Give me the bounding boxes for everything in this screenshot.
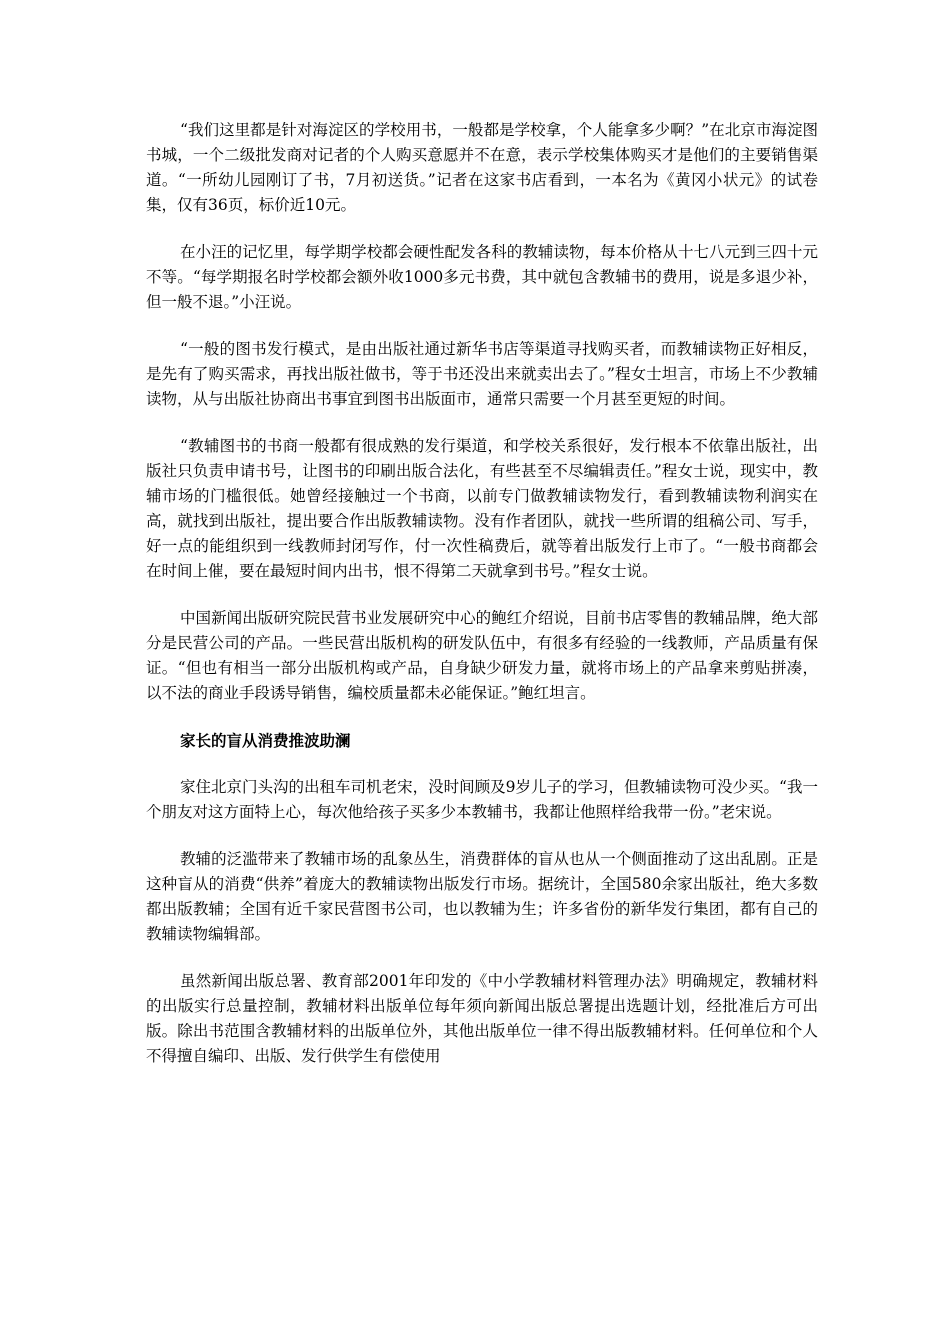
paragraph-2: 在小汪的记忆里，每学期学校都会硬性配发各科的教辅读物，每本价格从十七八元到三四十元不等。“每学期报名时学校都会额外收1000多元书费，其中就包含教辅书的费用，说是多退少补，但一般不退。”小汪说。 [146,243,818,311]
paragraph-4: “教辅图书的书商一般都有很成熟的发行渠道，和学校关系很好，发行根本不依靠出版社，出版社只负责申请书号，让图书的印刷出版合法化，有些甚至不尽编辑责任。”程女士说，现实中，教辅市场的门槛很低。她曾经接触过一个书商，以前专门做教辅读物发行，看到教辅读物利润实在高，就找到出版社，提出要合作出版教辅读物。没有作者团队，就找一些所谓的组稿公司、写手，好一点的能组织到一线教师封闭写作，付一次性稿费后，就等着出版发行上市了。“一般书商都会在时间上催，要在最短时间内出书，恨不得第二天就拿到书号。”程女士说。 [146,437,818,580]
paragraph-5: 中国新闻出版研究院民营书业发展研究中心的鲍红介绍说，目前书店零售的教辅品牌，绝大部分是民营公司的产品。一些民营出版机构的研发队伍中，有很多有经验的一线教师，产品质量有保证。“但也有相当一部分出版机构或产品，自身缺少研发力量，就将市场上的产品拿来剪贴拼凑，以不法的商业手段诱导销售，编校质量都未必能保证。”鲍红坦言。 [146,609,818,702]
paragraph-6: 家住北京门头沟的出租车司机老宋，没时间顾及9岁儿子的学习，但教辅读物可没少买。“我一个朋友对这方面特上心，每次他给孩子买多少本教辅书，我都让他照样给我带一份。”老宋说。 [146,778,818,821]
paragraph-1: “我们这里都是针对海淀区的学校用书，一般都是学校拿，个人能拿多少啊？”在北京市海淀图书城，一个二级批发商对记者的个人购买意愿并不在意，表示学校集体购买才是他们的主要销售渠道。“一所幼儿园刚订了书，7月初送货。”记者在这家书店看到，一本名为《黄冈小状元》的试卷集，仅有36页，标价近10元。 [146,121,818,214]
paragraph-3: “一般的图书发行模式，是由出版社通过新华书店等渠道寻找购买者，而教辅读物正好相反，是先有了购买需求，再找出版社做书，等于书还没出来就卖出去了。”程女士坦言，市场上不少教辅读物，从与出版社协商出书事宜到图书出版面市，通常只需要一个月甚至更短的时间。 [146,340,818,408]
section-heading: 家长的盲从消费推波助澜 [180,731,351,750]
paragraph-7: 教辅的泛滥带来了教辅市场的乱象丛生，消费群体的盲从也从一个侧面推动了这出乱剧。正是这种盲从的消费“供养”着庞大的教辅读物出版发行市场。据统计，全国580余家出版社，绝大多数都出版教辅；全国有近千家民营图书公司，也以教辅为生；许多省份的新华发行集团，都有自己的教辅读物编辑部。 [146,850,818,943]
document-page [146,118,818,1091]
paragraph-8: 虽然新闻出版总署、教育部2001年印发的《中小学教辅材料管理办法》明确规定，教辅材料的出版实行总量控制，教辅材料出版单位每年须向新闻出版总署提出选题计划，经批准后方可出版。除出书范围含教辅材料的出版单位外，其他出版单位一律不得出版教辅材料。任何单位和个人不得擅自编印、出版、发行供学生有偿使用 [146,972,818,1065]
